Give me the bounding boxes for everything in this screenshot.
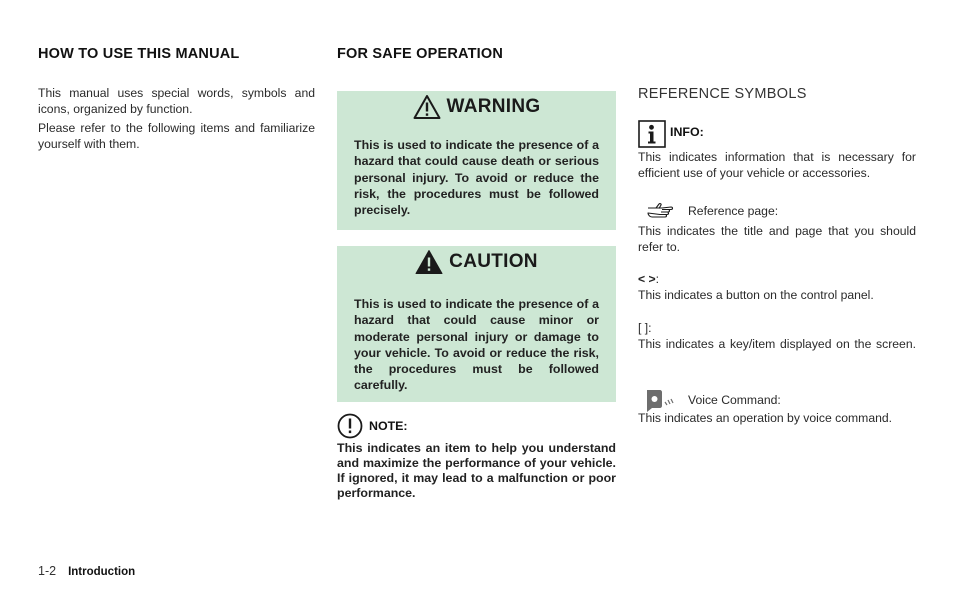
note-header xyxy=(337,413,616,439)
exclamation-circle-icon xyxy=(337,413,363,439)
caution-box xyxy=(337,246,616,402)
section-name: Introduction xyxy=(68,566,136,578)
intro-paragraph-1: This manual uses special words, symbols and icons, organized by function. xyxy=(38,86,315,116)
page-number: 1-2 xyxy=(38,564,57,578)
key-symbol: [ ]: xyxy=(638,321,652,335)
note-text: This indicates an item to help you understand and maximize the performance of your vehicle. If ignored, it may lead to a malfunction or poor performance. xyxy=(337,441,616,500)
voice-text: This indicates an operation by voice command. xyxy=(638,411,893,425)
voice-label: Voice Command: xyxy=(688,393,781,407)
warning-text: This is used to indicate the presence of a hazard that could cause death or serious personal injury. To avoid or reduce the risk, the procedures must be followed precisely. xyxy=(354,138,599,218)
section-heading-safe-operation: FOR SAFE OPERATION xyxy=(337,46,504,62)
info-header xyxy=(638,120,916,148)
button-text: This indicates a button on the control panel. xyxy=(638,288,874,302)
reference-label: Reference page: xyxy=(688,204,779,218)
info-icon xyxy=(638,120,666,148)
info-text: This indicates information that is necessary for efficient use of your vehicle or accessories. xyxy=(638,150,916,180)
pointing-hand-icon xyxy=(646,201,678,221)
warning-header xyxy=(337,91,616,123)
info-label: INFO: xyxy=(670,125,704,139)
caution-text: This is used to indicate the presence of a hazard that could cause minor or moderate personal injury or damage to your vehicle. To avoid or reduce the risk, the procedures must be followed carefully. xyxy=(354,297,599,393)
page-footer xyxy=(38,564,135,578)
reference-symbols-heading: REFERENCE SYMBOLS xyxy=(638,86,807,102)
intro-paragraph-2: Please refer to the following items and familiarize yourself with them. xyxy=(38,121,315,151)
caution-title: CAUTION xyxy=(449,251,538,272)
warning-triangle-filled-icon xyxy=(415,249,443,275)
note-label: NOTE: xyxy=(369,419,408,433)
warning-box xyxy=(337,91,616,230)
voice-command-icon xyxy=(638,388,678,412)
button-symbol-suffix: : xyxy=(655,272,660,286)
reference-header xyxy=(638,201,916,221)
button-symbol: < > xyxy=(638,272,656,286)
reference-text: This indicates the title and page that you should refer to. xyxy=(638,224,916,254)
warning-triangle-outline-icon xyxy=(413,94,441,120)
button-symbol-line xyxy=(638,272,916,286)
voice-header xyxy=(638,388,916,412)
warning-title: WARNING xyxy=(446,96,541,117)
section-heading-how-to-use: HOW TO USE THIS MANUAL xyxy=(38,46,240,62)
key-text: This indicates a key/item displayed on the screen. xyxy=(638,337,916,351)
caution-header xyxy=(337,246,616,278)
